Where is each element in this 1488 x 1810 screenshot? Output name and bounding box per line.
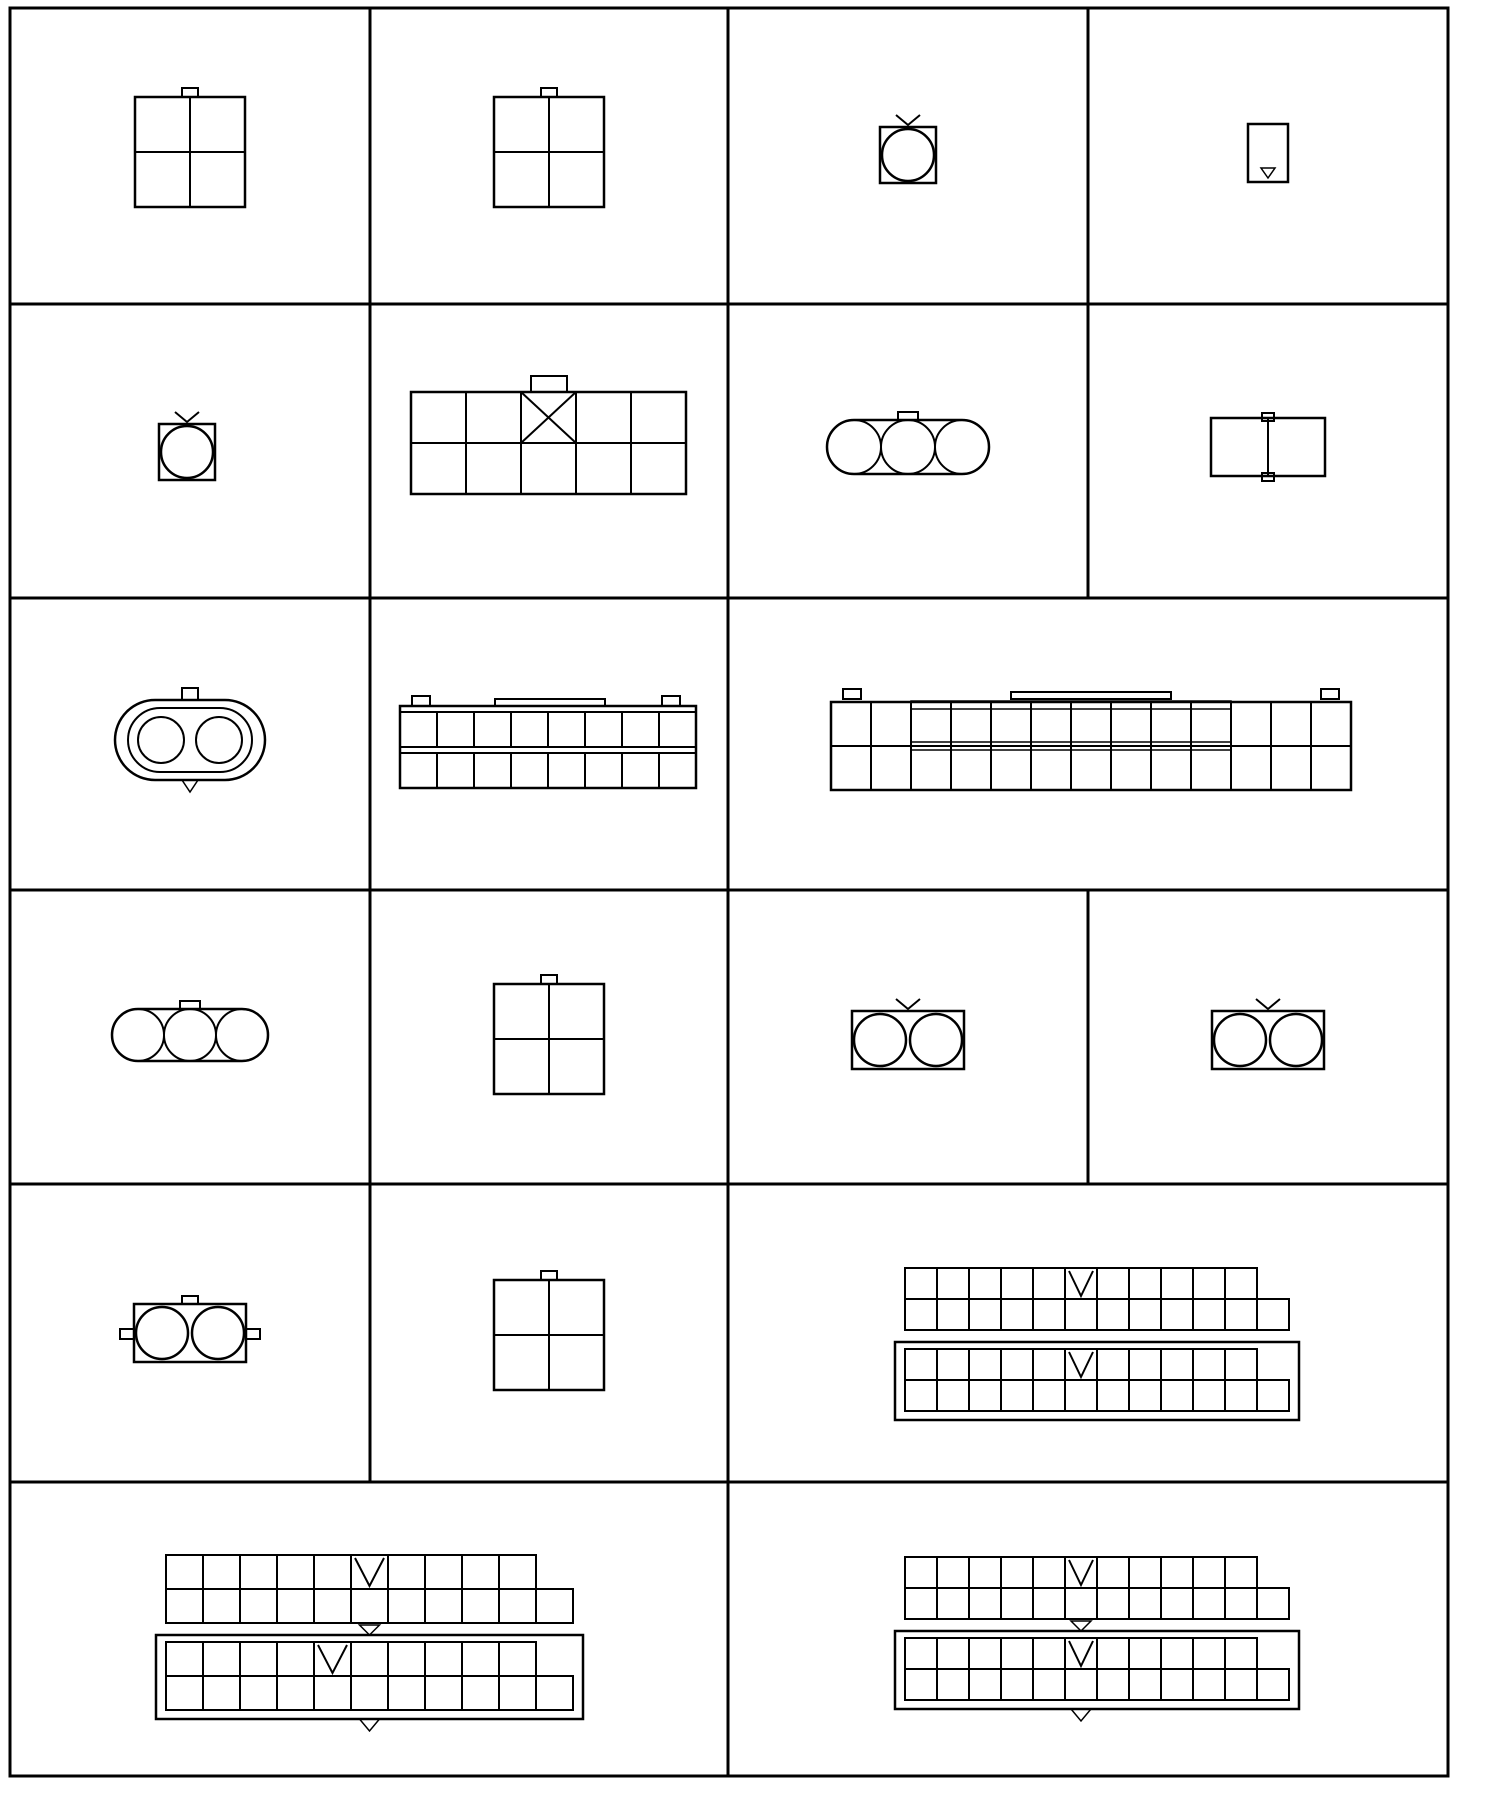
- pin-cell: [1225, 1638, 1257, 1669]
- pin-cell: [1097, 1380, 1129, 1411]
- pin-cell: [1257, 1588, 1289, 1619]
- pin-cell: [1193, 1380, 1225, 1411]
- pin-cell: [277, 1589, 314, 1623]
- key-tab: [1321, 689, 1339, 699]
- pin-cell: [969, 1557, 1001, 1588]
- pin-cell: [1129, 1268, 1161, 1299]
- pin-cell: [1129, 1349, 1161, 1380]
- pin-cell: [1033, 1638, 1065, 1669]
- pin-cell: [1129, 1669, 1161, 1700]
- pin-cell: [1191, 746, 1231, 790]
- pin-cell: [1065, 1299, 1097, 1330]
- pin-cell: [831, 702, 871, 746]
- pin-circle: [161, 426, 213, 478]
- key-tab: [412, 696, 430, 706]
- pin-cell: [937, 1669, 969, 1700]
- key-mark: [1069, 1560, 1093, 1585]
- pin-cell: [499, 1589, 536, 1623]
- pin-circle: [1270, 1014, 1322, 1066]
- pin-cell: [511, 712, 548, 747]
- pin-cell: [969, 1380, 1001, 1411]
- pin-cell: [166, 1555, 203, 1589]
- pin-cell: [1033, 1588, 1065, 1619]
- key-mark: [182, 780, 198, 792]
- connector-body: [1212, 1011, 1324, 1069]
- pin-cell: [462, 1642, 499, 1676]
- pin-cell: [1097, 1299, 1129, 1330]
- pin-cell: [1225, 1380, 1257, 1411]
- pin-cell: [351, 1589, 388, 1623]
- pin-cell: [905, 1349, 937, 1380]
- pin-cell: [1193, 1588, 1225, 1619]
- pin-cell: [1033, 1380, 1065, 1411]
- pin-cell: [831, 746, 871, 790]
- pin-cell: [499, 1555, 536, 1589]
- pin-cell: [905, 1638, 937, 1669]
- connector-body: [112, 1009, 268, 1061]
- pin-cell: [203, 1589, 240, 1623]
- pin-cell: [314, 1589, 351, 1623]
- pin-cell: [1225, 1669, 1257, 1700]
- pin-cell: [425, 1642, 462, 1676]
- pin-cell: [1033, 1669, 1065, 1700]
- pin-cell: [1225, 1349, 1257, 1380]
- pin-cell: [1311, 702, 1351, 746]
- key-mark: [1261, 168, 1275, 178]
- pin-circle: [910, 1014, 962, 1066]
- pin-cell: [1129, 1380, 1161, 1411]
- pin-cell: [659, 712, 696, 747]
- pin-cell: [511, 753, 548, 788]
- pin-cell: [425, 1676, 462, 1710]
- pin-cell: [1097, 1669, 1129, 1700]
- pin-cell: [1257, 1299, 1289, 1330]
- pin-cell: [937, 1299, 969, 1330]
- pin-cell: [1161, 1268, 1193, 1299]
- pin-circle: [216, 1009, 268, 1061]
- pin-cell: [411, 392, 466, 443]
- pin-cell: [969, 1299, 1001, 1330]
- pin-cell: [1231, 702, 1271, 746]
- pin-cell: [585, 753, 622, 788]
- pin-cell: [499, 1676, 536, 1710]
- pin-cell: [425, 1589, 462, 1623]
- pin-cell: [466, 392, 521, 443]
- pin-cell: [1111, 746, 1151, 790]
- pin-cell: [1193, 1268, 1225, 1299]
- key-mark: [318, 1645, 347, 1673]
- pin-cell: [1001, 1268, 1033, 1299]
- pin-cell: [240, 1676, 277, 1710]
- pin-cell: [462, 1589, 499, 1623]
- pin-cell: [1033, 1349, 1065, 1380]
- pin-cell: [905, 1268, 937, 1299]
- key-mark: [896, 999, 920, 1009]
- pin-cell: [871, 746, 911, 790]
- pin-cell: [631, 443, 686, 494]
- pin-cell: [911, 746, 951, 790]
- key-mark: [1071, 1709, 1091, 1721]
- pin-cell: [1193, 1299, 1225, 1330]
- pin-cell: [166, 1589, 203, 1623]
- pin-cell: [1257, 1380, 1289, 1411]
- side-tab: [120, 1329, 134, 1339]
- pin-cell: [1033, 1557, 1065, 1588]
- pin-cell: [905, 1557, 937, 1588]
- pin-cell: [277, 1555, 314, 1589]
- pin-circle: [881, 420, 935, 474]
- pin-cell: [1193, 1557, 1225, 1588]
- pin-cell: [388, 1676, 425, 1710]
- pin-cell: [1097, 1349, 1129, 1380]
- pin-cell: [1033, 1268, 1065, 1299]
- pin-cell: [351, 1642, 388, 1676]
- pin-cell: [203, 1555, 240, 1589]
- pin-cell: [969, 1638, 1001, 1669]
- pin-circle: [1214, 1014, 1266, 1066]
- pin-cell: [1225, 1268, 1257, 1299]
- pin-cell: [536, 1589, 573, 1623]
- pin-cell: [1001, 1299, 1033, 1330]
- pin-cell: [1161, 1349, 1193, 1380]
- pin-cell: [905, 1588, 937, 1619]
- pin-cell: [1193, 1638, 1225, 1669]
- pin-cell: [1033, 1299, 1065, 1330]
- pin-cell: [1271, 746, 1311, 790]
- connector-body: [852, 1011, 964, 1069]
- key-tab: [662, 696, 680, 706]
- pin-cell: [1161, 1380, 1193, 1411]
- pin-cell: [277, 1642, 314, 1676]
- key-mark: [1256, 999, 1280, 1009]
- pin-cell: [1129, 1638, 1161, 1669]
- pin-cell: [240, 1642, 277, 1676]
- pin-circle: [138, 717, 184, 763]
- pin-cell: [937, 1380, 969, 1411]
- pin-cell: [969, 1588, 1001, 1619]
- key-mark: [1071, 1621, 1091, 1631]
- key-tab: [541, 1271, 557, 1280]
- key-mark: [175, 412, 199, 422]
- connector-body: [880, 127, 936, 183]
- pin-cell: [1161, 1299, 1193, 1330]
- pin-cell: [1001, 1669, 1033, 1700]
- key-mark: [896, 115, 920, 125]
- key-mark: [355, 1558, 384, 1586]
- pin-cell: [1097, 1557, 1129, 1588]
- key-tab: [541, 975, 557, 984]
- pin-cell: [951, 746, 991, 790]
- pin-cell: [576, 392, 631, 443]
- pin-cell: [1193, 1669, 1225, 1700]
- pin-cell: [871, 702, 911, 746]
- pin-cell: [388, 1555, 425, 1589]
- pin-circle: [827, 420, 881, 474]
- pin-cell: [314, 1555, 351, 1589]
- pin-cell: [659, 753, 696, 788]
- pin-cell: [240, 1555, 277, 1589]
- pin-cell: [969, 1268, 1001, 1299]
- pin-cell: [474, 753, 511, 788]
- pin-cell: [969, 1669, 1001, 1700]
- pin-cell: [1129, 1299, 1161, 1330]
- pin-cell: [314, 1676, 351, 1710]
- pin-cell: [203, 1676, 240, 1710]
- pin-cell: [1161, 1588, 1193, 1619]
- pin-cell: [969, 1349, 1001, 1380]
- pin-cell: [1001, 1588, 1033, 1619]
- pin-cell: [462, 1676, 499, 1710]
- pin-cell: [548, 753, 585, 788]
- key-mark: [1069, 1271, 1093, 1296]
- pin-circle: [935, 420, 989, 474]
- side-tab: [246, 1329, 260, 1339]
- pin-cell: [937, 1268, 969, 1299]
- pin-cell: [240, 1589, 277, 1623]
- pin-cell: [400, 753, 437, 788]
- pin-cell: [1001, 1557, 1033, 1588]
- pin-cell: [166, 1642, 203, 1676]
- pin-cell: [1161, 1638, 1193, 1669]
- pin-cell: [937, 1557, 969, 1588]
- connector-body: [1248, 124, 1288, 182]
- pin-cell: [1129, 1557, 1161, 1588]
- pin-cell: [1065, 1669, 1097, 1700]
- pin-cell: [437, 712, 474, 747]
- pin-circle: [196, 717, 242, 763]
- pin-cell: [466, 443, 521, 494]
- key-mark: [1069, 1352, 1093, 1377]
- key-mark: [360, 1719, 380, 1731]
- pin-circle: [854, 1014, 906, 1066]
- pin-cell: [991, 746, 1031, 790]
- pin-cell: [1065, 1588, 1097, 1619]
- pin-cell: [937, 1588, 969, 1619]
- pin-cell: [1097, 1268, 1129, 1299]
- pin-cell: [411, 443, 466, 494]
- pin-cell: [521, 443, 576, 494]
- pin-circle: [112, 1009, 164, 1061]
- pin-circle: [192, 1307, 244, 1359]
- connector-inner: [128, 708, 252, 772]
- pin-cell: [1193, 1349, 1225, 1380]
- pin-cell: [548, 712, 585, 747]
- pin-cell: [1271, 702, 1311, 746]
- pin-cell: [388, 1642, 425, 1676]
- pin-cell: [905, 1299, 937, 1330]
- pin-cell: [1161, 1669, 1193, 1700]
- panel-grid: [10, 8, 1448, 1776]
- key-tab: [531, 376, 567, 392]
- pin-cell: [585, 712, 622, 747]
- pin-cell: [905, 1669, 937, 1700]
- key-tab: [843, 689, 861, 699]
- key-mark: [360, 1625, 380, 1635]
- pin-cell: [631, 392, 686, 443]
- pin-circle: [882, 129, 934, 181]
- pin-cell: [1065, 1380, 1097, 1411]
- connector-panels: [112, 88, 1351, 1731]
- key-mark: [1069, 1641, 1093, 1666]
- pin-cell: [437, 753, 474, 788]
- pin-cell: [1225, 1557, 1257, 1588]
- pin-cell: [1311, 746, 1351, 790]
- pin-cell: [1031, 746, 1071, 790]
- pin-cell: [905, 1380, 937, 1411]
- pin-cell: [166, 1676, 203, 1710]
- pin-cell: [425, 1555, 462, 1589]
- pin-cell: [1001, 1349, 1033, 1380]
- pin-cell: [1225, 1299, 1257, 1330]
- connector-body: [159, 424, 215, 480]
- key-tab: [182, 88, 198, 97]
- pin-cell: [937, 1638, 969, 1669]
- pin-cell: [499, 1642, 536, 1676]
- pin-cell: [937, 1349, 969, 1380]
- pin-cell: [1071, 746, 1111, 790]
- pin-cell: [1001, 1380, 1033, 1411]
- pin-cell: [622, 712, 659, 747]
- pin-cell: [1161, 1557, 1193, 1588]
- pin-cell: [351, 1676, 388, 1710]
- pin-cell: [400, 712, 437, 747]
- pin-circle: [136, 1307, 188, 1359]
- connector-body: [827, 420, 989, 474]
- pin-cell: [1001, 1638, 1033, 1669]
- pin-cell: [474, 712, 511, 747]
- pin-cell: [1257, 1669, 1289, 1700]
- pin-cell: [388, 1589, 425, 1623]
- pin-cell: [1225, 1588, 1257, 1619]
- pin-cell: [1097, 1638, 1129, 1669]
- key-tab: [541, 88, 557, 97]
- pin-cell: [1097, 1588, 1129, 1619]
- pin-circle: [164, 1009, 216, 1061]
- connector-body: [134, 1304, 246, 1362]
- pin-cell: [576, 443, 631, 494]
- pin-cell: [203, 1642, 240, 1676]
- pin-cell: [622, 753, 659, 788]
- pin-cell: [277, 1676, 314, 1710]
- pin-cell: [536, 1676, 573, 1710]
- key-tab: [182, 688, 198, 700]
- pin-cell: [1129, 1588, 1161, 1619]
- pin-cell: [1151, 746, 1191, 790]
- pin-cell: [462, 1555, 499, 1589]
- key-tab: [1011, 692, 1171, 699]
- pin-cell: [1231, 746, 1271, 790]
